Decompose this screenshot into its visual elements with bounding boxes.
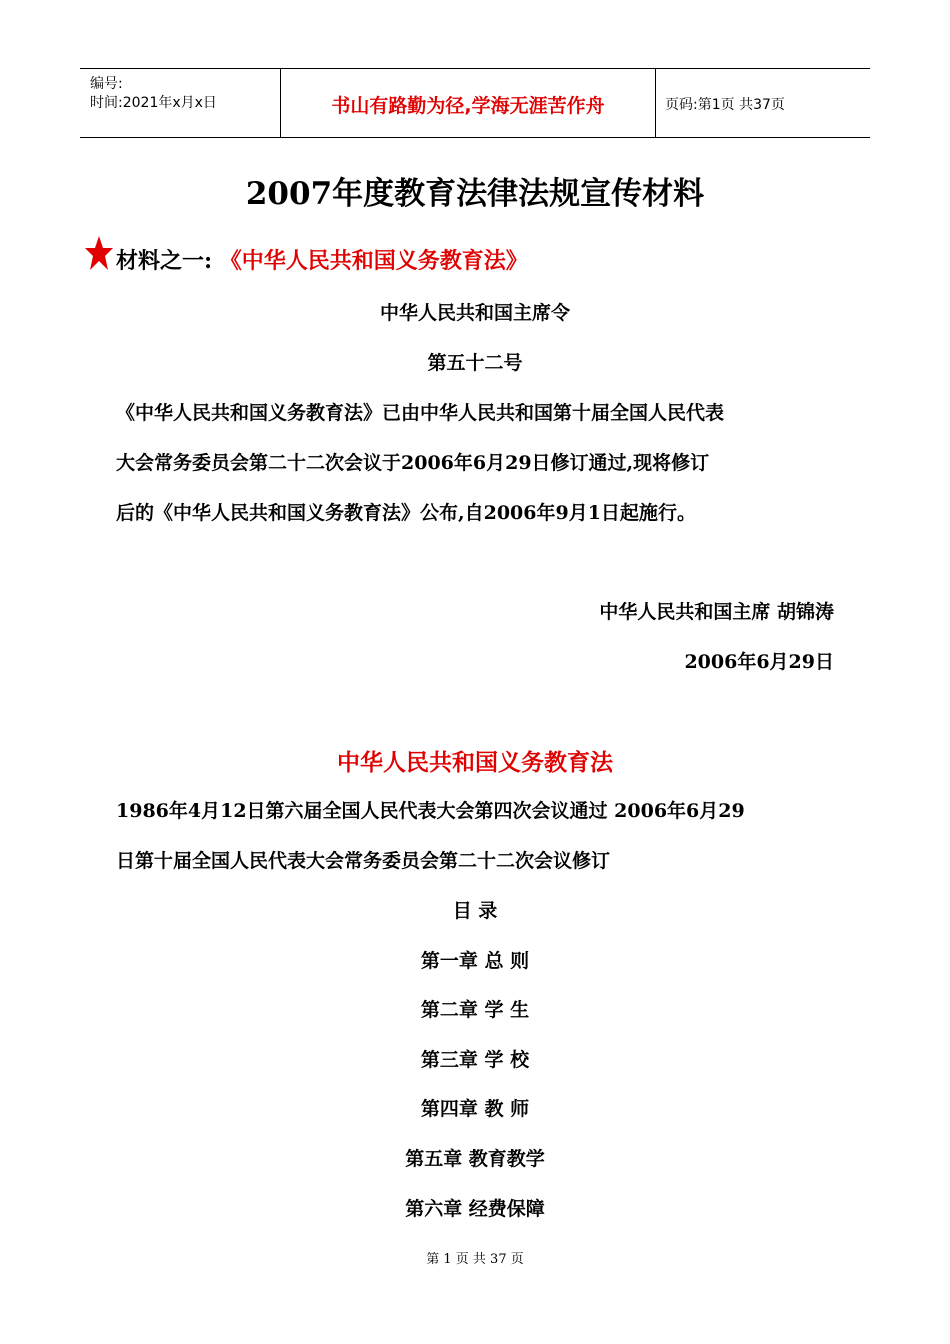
signature-date: 2006年6月29日 (684, 651, 834, 673)
body-line: 后的《中华人民共和国义务教育法》公布,自2006年9月1日起施行。 (116, 502, 696, 524)
toc-title: 目 录 (452, 900, 498, 922)
signature: 中华人民共和国主席 胡锦涛 (599, 601, 834, 623)
header-meta-cell (80, 69, 280, 137)
body-line: 大会常务委员会第二十二次会议于2006年6月29日修订通过,现将修订 (116, 452, 710, 474)
toc-item: 第五章 教育教学 (405, 1148, 545, 1170)
page-header (80, 68, 870, 138)
history-line: 1986年4月12日第六届全国人民代表大会第四次会议通过 2006年6月29 (116, 800, 745, 822)
order-number: 第五十二号 (427, 352, 523, 374)
section-heading (116, 244, 528, 275)
number-label: 编号: (90, 76, 123, 92)
section-name: 《中华人民共和国义务教育法》 (219, 248, 528, 274)
order-title: 中华人民共和国主席令 (379, 302, 570, 324)
header-motto-cell (280, 69, 656, 137)
star-icon (84, 235, 114, 271)
toc-item: 第三章 学 校 (420, 1049, 530, 1071)
toc-item: 第六章 经费保障 (405, 1198, 545, 1220)
document-title: 2007年度教育法律法规宣传材料 (245, 176, 705, 212)
law-title: 中华人民共和国义务教育法 (337, 749, 613, 776)
toc-item: 第二章 学 生 (420, 999, 530, 1021)
motto: 书山有路勤为径,学海无涯苦作舟 (331, 95, 605, 117)
time-label: 时间:2021年x月x日 (90, 95, 217, 111)
toc-item: 第四章 教 师 (420, 1098, 530, 1120)
header-page-info: 页码:第1页 共37页 (665, 97, 785, 113)
body-line: 《中华人民共和国义务教育法》已由中华人民共和国第十届全国人民代表 (116, 402, 725, 424)
section-prefix: 材料之一: (116, 248, 213, 274)
header-page-cell (655, 69, 870, 137)
toc-item: 第一章 总 则 (420, 950, 530, 972)
page-footer: 第 1 页 共 37 页 (426, 1252, 524, 1267)
history-line: 日第十届全国人民代表大会常务委员会第二十二次会议修订 (116, 850, 611, 872)
